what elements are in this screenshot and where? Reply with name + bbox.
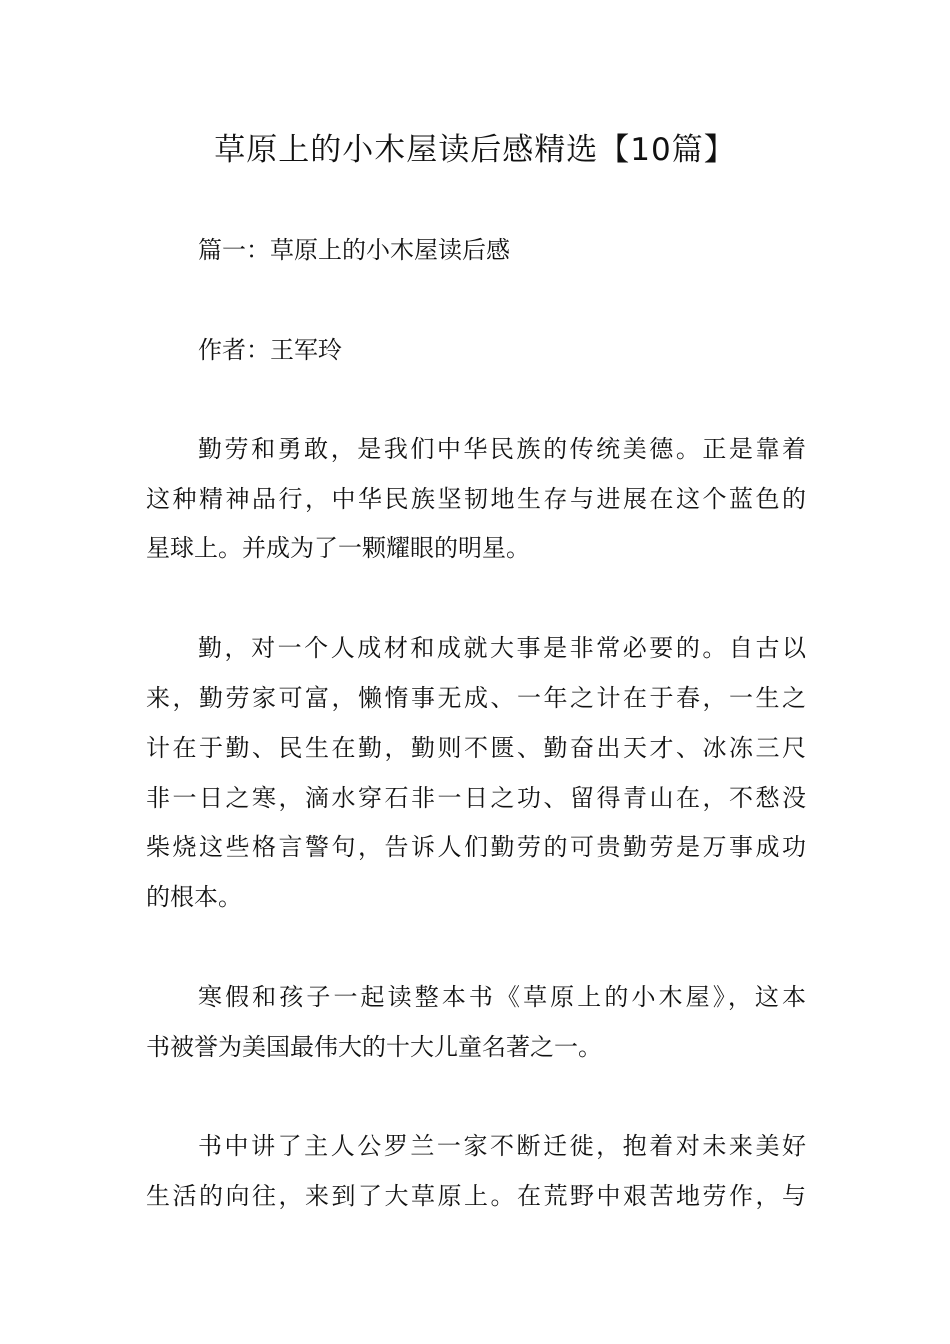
paragraph-line: 计在于勤、民生在勤，勤则不匮、勤奋出天才、冰冻三尺 xyxy=(146,734,806,762)
paragraph-line: 柴烧这些格言警句，告诉人们勤劳的可贵勤劳是万事成功 xyxy=(146,833,806,861)
author-line: 作者：王军玲 xyxy=(198,336,342,364)
paragraph-line: 寒假和孩子一起读整本书《草原上的小木屋》，这本 xyxy=(198,983,806,1011)
paragraph-line: 勤，对一个人成材和成就大事是非常必要的。自古以 xyxy=(198,634,806,662)
paragraph-line: 书中讲了主人公罗兰一家不断迁徙，抱着对未来美好 xyxy=(198,1132,806,1160)
paragraph-line: 的根本。 xyxy=(146,883,242,911)
paragraph-line: 勤劳和勇敢，是我们中华民族的传统美德。正是靠着 xyxy=(198,435,806,463)
paragraph-line: 非一日之寒，滴水穿石非一日之功、留得青山在，不愁没 xyxy=(146,784,806,812)
paragraph-line: 来，勤劳家可富，懒惰事无成、一年之计在于春，一生之 xyxy=(146,684,806,712)
paragraph-line: 这种精神品行，中华民族坚韧地生存与进展在这个蓝色的 xyxy=(146,485,806,513)
section-heading: 篇一：草原上的小木屋读后感 xyxy=(198,236,510,264)
paragraph-line: 星球上。并成为了一颗耀眼的明星。 xyxy=(146,534,530,562)
document-title: 草原上的小木屋读后感精选【10篇】 xyxy=(214,132,736,168)
paragraph-line: 生活的向往，来到了大草原上。在荒野中艰苦地劳作，与 xyxy=(146,1182,806,1210)
paragraph-line: 书被誉为美国最伟大的十大儿童名著之一。 xyxy=(146,1033,602,1061)
